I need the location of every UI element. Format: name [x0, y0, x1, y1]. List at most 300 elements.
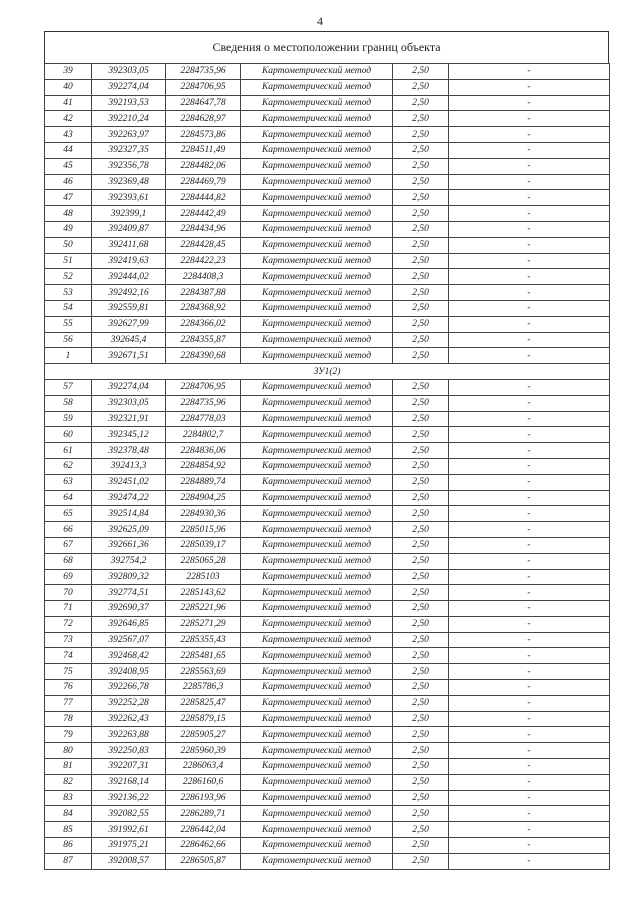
table-row: [45, 759, 610, 775]
x-coordinate-cell: 392136,22: [92, 790, 166, 806]
x-coordinate-cell: 392327,35: [92, 142, 166, 158]
table-row: [45, 743, 610, 759]
x-coordinate-cell: 392408,95: [92, 664, 166, 680]
x-coordinate-cell: 392266,78: [92, 680, 166, 696]
y-coordinate-cell: 2284706,95: [166, 79, 241, 95]
description-cell: -: [449, 158, 610, 174]
table-body-part1: [45, 64, 610, 364]
table-row: [45, 664, 610, 680]
method-cell: Картометрический метод: [241, 601, 393, 617]
y-coordinate-cell: 2285905,27: [166, 727, 241, 743]
x-coordinate-cell: 392646,85: [92, 616, 166, 632]
table-row: [45, 379, 610, 395]
y-coordinate-cell: 2285481,65: [166, 648, 241, 664]
y-coordinate-cell: 2284434,96: [166, 221, 241, 237]
method-cell: Картометрический метод: [241, 616, 393, 632]
description-cell: -: [449, 553, 610, 569]
accuracy-cell: 2,50: [393, 316, 449, 332]
point-number-cell: 51: [45, 253, 92, 269]
accuracy-cell: 2,50: [393, 648, 449, 664]
point-number-cell: 84: [45, 806, 92, 822]
table-row: [45, 680, 610, 696]
description-cell: -: [449, 790, 610, 806]
y-coordinate-cell: 2285103: [166, 569, 241, 585]
y-coordinate-cell: 2284904,25: [166, 490, 241, 506]
point-number-cell: 1: [45, 348, 92, 364]
description-cell: -: [449, 332, 610, 348]
point-number-cell: 63: [45, 474, 92, 490]
accuracy-cell: 2,50: [393, 506, 449, 522]
x-coordinate-cell: 392645,4: [92, 332, 166, 348]
description-cell: -: [449, 79, 610, 95]
table-row: [45, 632, 610, 648]
description-cell: -: [449, 774, 610, 790]
x-coordinate-cell: 392661,36: [92, 537, 166, 553]
description-cell: -: [449, 206, 610, 222]
x-coordinate-cell: 392474,22: [92, 490, 166, 506]
description-cell: -: [449, 759, 610, 775]
x-coordinate-cell: 392413,3: [92, 458, 166, 474]
point-number-cell: 64: [45, 490, 92, 506]
accuracy-cell: 2,50: [393, 285, 449, 301]
description-cell: -: [449, 411, 610, 427]
y-coordinate-cell: 2284368,92: [166, 300, 241, 316]
y-coordinate-cell: 2286505,87: [166, 853, 241, 869]
x-coordinate-cell: 392321,91: [92, 411, 166, 427]
y-coordinate-cell: 2284428,45: [166, 237, 241, 253]
x-coordinate-cell: 392369,48: [92, 174, 166, 190]
point-number-cell: 79: [45, 727, 92, 743]
x-coordinate-cell: 392514,84: [92, 506, 166, 522]
description-cell: -: [449, 174, 610, 190]
x-coordinate-cell: 392378,48: [92, 443, 166, 459]
description-cell: -: [449, 490, 610, 506]
method-cell: Картометрический метод: [241, 395, 393, 411]
point-number-cell: 67: [45, 537, 92, 553]
y-coordinate-cell: 2285355,43: [166, 632, 241, 648]
x-coordinate-cell: 392671,51: [92, 348, 166, 364]
accuracy-cell: 2,50: [393, 474, 449, 490]
table-row: [45, 64, 610, 80]
description-cell: -: [449, 95, 610, 111]
method-cell: Картометрический метод: [241, 759, 393, 775]
point-number-cell: 66: [45, 522, 92, 538]
y-coordinate-cell: 2285271,29: [166, 616, 241, 632]
table-row: [45, 648, 610, 664]
x-coordinate-cell: 392082,55: [92, 806, 166, 822]
y-coordinate-cell: 2284836,06: [166, 443, 241, 459]
point-number-cell: 39: [45, 64, 92, 80]
point-number-cell: 61: [45, 443, 92, 459]
point-number-cell: 85: [45, 822, 92, 838]
method-cell: Картометрический метод: [241, 237, 393, 253]
accuracy-cell: 2,50: [393, 237, 449, 253]
accuracy-cell: 2,50: [393, 680, 449, 696]
accuracy-cell: 2,50: [393, 774, 449, 790]
section-label: ЗУ1(2): [45, 364, 610, 380]
accuracy-cell: 2,50: [393, 553, 449, 569]
section-row-group: [45, 364, 610, 380]
table-row: [45, 206, 610, 222]
table-row: [45, 269, 610, 285]
table-row: [45, 142, 610, 158]
y-coordinate-cell: 2284442,49: [166, 206, 241, 222]
method-cell: Картометрический метод: [241, 316, 393, 332]
method-cell: Картометрический метод: [241, 838, 393, 854]
description-cell: -: [449, 522, 610, 538]
description-cell: -: [449, 506, 610, 522]
table-row: [45, 853, 610, 869]
x-coordinate-cell: 392263,97: [92, 127, 166, 143]
table-row: [45, 585, 610, 601]
x-coordinate-cell: 392451,02: [92, 474, 166, 490]
table-row: [45, 95, 610, 111]
table-row: [45, 616, 610, 632]
y-coordinate-cell: 2284355,87: [166, 332, 241, 348]
accuracy-cell: 2,50: [393, 585, 449, 601]
method-cell: Картометрический метод: [241, 553, 393, 569]
point-number-cell: 43: [45, 127, 92, 143]
table-row: [45, 79, 610, 95]
method-cell: Картометрический метод: [241, 79, 393, 95]
method-cell: Картометрический метод: [241, 443, 393, 459]
method-cell: Картометрический метод: [241, 522, 393, 538]
description-cell: -: [449, 822, 610, 838]
table-row: [45, 695, 610, 711]
method-cell: Картометрический метод: [241, 585, 393, 601]
point-number-cell: 53: [45, 285, 92, 301]
description-cell: -: [449, 711, 610, 727]
accuracy-cell: 2,50: [393, 300, 449, 316]
y-coordinate-cell: 2284511,49: [166, 142, 241, 158]
y-coordinate-cell: 2284482,06: [166, 158, 241, 174]
x-coordinate-cell: 392262,43: [92, 711, 166, 727]
x-coordinate-cell: 392625,09: [92, 522, 166, 538]
table-row: [45, 316, 610, 332]
table-row: [45, 237, 610, 253]
accuracy-cell: 2,50: [393, 79, 449, 95]
description-cell: -: [449, 427, 610, 443]
x-coordinate-cell: 392168,14: [92, 774, 166, 790]
accuracy-cell: 2,50: [393, 127, 449, 143]
x-coordinate-cell: 392303,05: [92, 395, 166, 411]
table-row: [45, 253, 610, 269]
point-number-cell: 65: [45, 506, 92, 522]
description-cell: -: [449, 395, 610, 411]
table-row: [45, 537, 610, 553]
accuracy-cell: 2,50: [393, 743, 449, 759]
table-row: [45, 838, 610, 854]
description-cell: -: [449, 300, 610, 316]
x-coordinate-cell: 392567,07: [92, 632, 166, 648]
point-number-cell: 60: [45, 427, 92, 443]
method-cell: Картометрический метод: [241, 458, 393, 474]
point-number-cell: 70: [45, 585, 92, 601]
method-cell: Картометрический метод: [241, 190, 393, 206]
x-coordinate-cell: 392468,42: [92, 648, 166, 664]
point-number-cell: 76: [45, 680, 92, 696]
description-cell: -: [449, 616, 610, 632]
table-row: [45, 221, 610, 237]
description-cell: -: [449, 221, 610, 237]
accuracy-cell: 2,50: [393, 158, 449, 174]
table-row: [45, 727, 610, 743]
y-coordinate-cell: 2284469,79: [166, 174, 241, 190]
accuracy-cell: 2,50: [393, 174, 449, 190]
table-title: Сведения о местоположении границ объекта: [44, 31, 609, 63]
y-coordinate-cell: 2286160,6: [166, 774, 241, 790]
y-coordinate-cell: 2284706,95: [166, 379, 241, 395]
y-coordinate-cell: 2285015,96: [166, 522, 241, 538]
y-coordinate-cell: 2286063,4: [166, 759, 241, 775]
x-coordinate-cell: 392492,16: [92, 285, 166, 301]
method-cell: Картометрический метод: [241, 695, 393, 711]
method-cell: Картометрический метод: [241, 348, 393, 364]
y-coordinate-cell: 2284387,88: [166, 285, 241, 301]
description-cell: -: [449, 190, 610, 206]
description-cell: -: [449, 379, 610, 395]
accuracy-cell: 2,50: [393, 348, 449, 364]
x-coordinate-cell: 392627,99: [92, 316, 166, 332]
accuracy-cell: 2,50: [393, 632, 449, 648]
method-cell: Картометрический метод: [241, 474, 393, 490]
y-coordinate-cell: 2285960,39: [166, 743, 241, 759]
x-coordinate-cell: 392274,04: [92, 379, 166, 395]
x-coordinate-cell: 392250,83: [92, 743, 166, 759]
y-coordinate-cell: 2286289,71: [166, 806, 241, 822]
y-coordinate-cell: 2285039,17: [166, 537, 241, 553]
table-row: [45, 427, 610, 443]
description-cell: -: [449, 743, 610, 759]
y-coordinate-cell: 2284444,82: [166, 190, 241, 206]
point-number-cell: 86: [45, 838, 92, 854]
y-coordinate-cell: 2286462,66: [166, 838, 241, 854]
x-coordinate-cell: 392774,51: [92, 585, 166, 601]
description-cell: -: [449, 601, 610, 617]
y-coordinate-cell: 2284628,97: [166, 111, 241, 127]
accuracy-cell: 2,50: [393, 853, 449, 869]
x-coordinate-cell: 392345,12: [92, 427, 166, 443]
table-body-part2: [45, 379, 610, 869]
method-cell: Картометрический метод: [241, 64, 393, 80]
table-row: [45, 806, 610, 822]
accuracy-cell: 2,50: [393, 190, 449, 206]
method-cell: Картометрический метод: [241, 206, 393, 222]
point-number-cell: 46: [45, 174, 92, 190]
y-coordinate-cell: 2284802,7: [166, 427, 241, 443]
accuracy-cell: 2,50: [393, 822, 449, 838]
method-cell: Картометрический метод: [241, 253, 393, 269]
point-number-cell: 78: [45, 711, 92, 727]
point-number-cell: 87: [45, 853, 92, 869]
method-cell: Картометрический метод: [241, 569, 393, 585]
accuracy-cell: 2,50: [393, 537, 449, 553]
point-number-cell: 83: [45, 790, 92, 806]
accuracy-cell: 2,50: [393, 95, 449, 111]
y-coordinate-cell: 2284735,96: [166, 64, 241, 80]
point-number-cell: 56: [45, 332, 92, 348]
accuracy-cell: 2,50: [393, 142, 449, 158]
x-coordinate-cell: 392303,05: [92, 64, 166, 80]
point-number-cell: 82: [45, 774, 92, 790]
accuracy-cell: 2,50: [393, 411, 449, 427]
point-number-cell: 71: [45, 601, 92, 617]
table-row: [45, 490, 610, 506]
accuracy-cell: 2,50: [393, 395, 449, 411]
accuracy-cell: 2,50: [393, 727, 449, 743]
description-cell: -: [449, 537, 610, 553]
table-row: [45, 774, 610, 790]
accuracy-cell: 2,50: [393, 253, 449, 269]
x-coordinate-cell: 391992,61: [92, 822, 166, 838]
method-cell: Картометрический метод: [241, 648, 393, 664]
accuracy-cell: 2,50: [393, 443, 449, 459]
description-cell: -: [449, 142, 610, 158]
accuracy-cell: 2,50: [393, 427, 449, 443]
point-number-cell: 73: [45, 632, 92, 648]
method-cell: Картометрический метод: [241, 95, 393, 111]
method-cell: Картометрический метод: [241, 332, 393, 348]
method-cell: Картометрический метод: [241, 664, 393, 680]
table-row: [45, 474, 610, 490]
method-cell: Картометрический метод: [241, 111, 393, 127]
description-cell: -: [449, 664, 610, 680]
x-coordinate-cell: 392393,61: [92, 190, 166, 206]
table-row: [45, 458, 610, 474]
y-coordinate-cell: 2285221,96: [166, 601, 241, 617]
description-cell: -: [449, 64, 610, 80]
description-cell: -: [449, 632, 610, 648]
method-cell: Картометрический метод: [241, 632, 393, 648]
x-coordinate-cell: 392559,81: [92, 300, 166, 316]
method-cell: Картометрический метод: [241, 853, 393, 869]
point-number-cell: 52: [45, 269, 92, 285]
description-cell: -: [449, 285, 610, 301]
x-coordinate-cell: 392444,02: [92, 269, 166, 285]
description-cell: -: [449, 474, 610, 490]
accuracy-cell: 2,50: [393, 601, 449, 617]
x-coordinate-cell: 392754,2: [92, 553, 166, 569]
x-coordinate-cell: 392356,78: [92, 158, 166, 174]
point-number-cell: 50: [45, 237, 92, 253]
description-cell: -: [449, 253, 610, 269]
x-coordinate-cell: 392008,57: [92, 853, 166, 869]
table-row: [45, 348, 610, 364]
accuracy-cell: 2,50: [393, 759, 449, 775]
x-coordinate-cell: 392690,37: [92, 601, 166, 617]
point-number-cell: 74: [45, 648, 92, 664]
description-cell: -: [449, 585, 610, 601]
table-row: [45, 443, 610, 459]
table-row: [45, 569, 610, 585]
table-row: [45, 158, 610, 174]
x-coordinate-cell: 392207,31: [92, 759, 166, 775]
method-cell: Картометрический метод: [241, 300, 393, 316]
boundary-table-sheet: [44, 31, 609, 870]
description-cell: -: [449, 111, 610, 127]
y-coordinate-cell: 2284778,03: [166, 411, 241, 427]
point-number-cell: 75: [45, 664, 92, 680]
point-number-cell: 44: [45, 142, 92, 158]
table-row: [45, 822, 610, 838]
point-number-cell: 80: [45, 743, 92, 759]
y-coordinate-cell: 2284930,36: [166, 506, 241, 522]
table-row: [45, 111, 610, 127]
table-row: [45, 190, 610, 206]
accuracy-cell: 2,50: [393, 490, 449, 506]
method-cell: Картометрический метод: [241, 506, 393, 522]
description-cell: -: [449, 316, 610, 332]
y-coordinate-cell: 2285825,47: [166, 695, 241, 711]
description-cell: -: [449, 695, 610, 711]
x-coordinate-cell: 392411,68: [92, 237, 166, 253]
description-cell: -: [449, 648, 610, 664]
y-coordinate-cell: 2284408,3: [166, 269, 241, 285]
accuracy-cell: 2,50: [393, 616, 449, 632]
point-number-cell: 47: [45, 190, 92, 206]
description-cell: -: [449, 127, 610, 143]
x-coordinate-cell: 392274,04: [92, 79, 166, 95]
y-coordinate-cell: 2284647,78: [166, 95, 241, 111]
description-cell: -: [449, 853, 610, 869]
point-number-cell: 72: [45, 616, 92, 632]
y-coordinate-cell: 2286193,96: [166, 790, 241, 806]
table-row: [45, 174, 610, 190]
point-number-cell: 77: [45, 695, 92, 711]
method-cell: Картометрический метод: [241, 269, 393, 285]
method-cell: Картометрический метод: [241, 537, 393, 553]
method-cell: Картометрический метод: [241, 127, 393, 143]
accuracy-cell: 2,50: [393, 332, 449, 348]
x-coordinate-cell: 392409,87: [92, 221, 166, 237]
description-cell: -: [449, 269, 610, 285]
method-cell: Картометрический метод: [241, 142, 393, 158]
y-coordinate-cell: 2284422,23: [166, 253, 241, 269]
y-coordinate-cell: 2284366,02: [166, 316, 241, 332]
point-number-cell: 55: [45, 316, 92, 332]
point-number-cell: 57: [45, 379, 92, 395]
accuracy-cell: 2,50: [393, 458, 449, 474]
y-coordinate-cell: 2285065,28: [166, 553, 241, 569]
y-coordinate-cell: 2284390,68: [166, 348, 241, 364]
accuracy-cell: 2,50: [393, 790, 449, 806]
y-coordinate-cell: 2286442,04: [166, 822, 241, 838]
point-number-cell: 40: [45, 79, 92, 95]
point-number-cell: 54: [45, 300, 92, 316]
point-number-cell: 45: [45, 158, 92, 174]
y-coordinate-cell: 2284735,96: [166, 395, 241, 411]
table-row: [45, 332, 610, 348]
description-cell: -: [449, 838, 610, 854]
accuracy-cell: 2,50: [393, 269, 449, 285]
accuracy-cell: 2,50: [393, 206, 449, 222]
description-cell: -: [449, 348, 610, 364]
description-cell: -: [449, 569, 610, 585]
description-cell: -: [449, 680, 610, 696]
method-cell: Картометрический метод: [241, 790, 393, 806]
point-number-cell: 58: [45, 395, 92, 411]
description-cell: -: [449, 443, 610, 459]
point-number-cell: 69: [45, 569, 92, 585]
point-number-cell: 81: [45, 759, 92, 775]
y-coordinate-cell: 2284573,86: [166, 127, 241, 143]
boundary-points-table: [44, 63, 610, 870]
method-cell: Картометрический метод: [241, 774, 393, 790]
accuracy-cell: 2,50: [393, 569, 449, 585]
table-row: [45, 553, 610, 569]
table-row: [45, 711, 610, 727]
point-number-cell: 48: [45, 206, 92, 222]
